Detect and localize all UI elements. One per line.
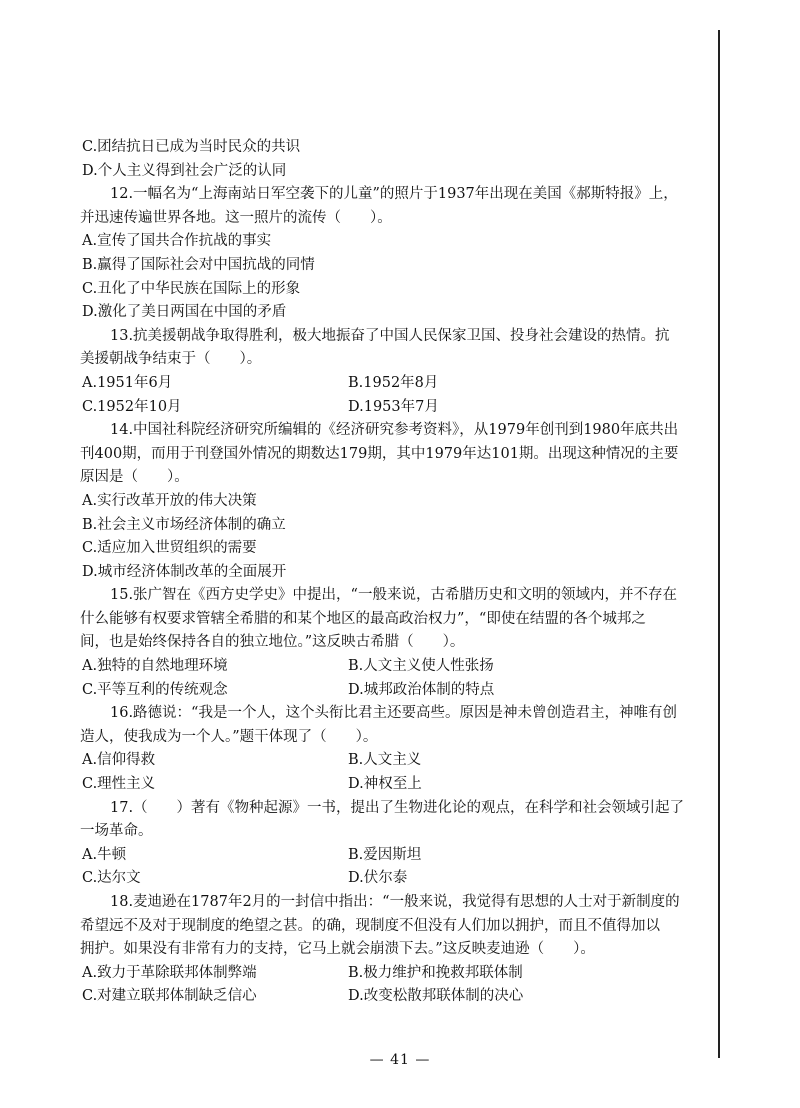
question-stem: 17.（ ）著有《物种起源》一书，提出了生物进化论的观点，在科学和社会领域引起了 bbox=[110, 799, 685, 816]
option-row bbox=[80, 655, 704, 679]
option-text: B.人文主义使人性张扬 bbox=[348, 658, 494, 675]
question-text-continuation: 什么能够有权要求管辖全希腊的和某个地区的最高政治权力”，“即使在结盟的各个城邦之 bbox=[80, 610, 646, 627]
question-stem: 12.一幅名为“上海南站日军空袭下的儿童”的照片于1937年出现在美国《郝斯特报》上， bbox=[110, 186, 678, 203]
question-stem: 18.麦迪逊在1787年2月的一封信中指出：“一般来说，我觉得有思想的人士对于新制度的 bbox=[110, 894, 680, 910]
question-stem: 16.路德说：“我是一个人，这个头衔比君主还要高些。原因是神未曾创造君主，神唯有创 bbox=[110, 705, 677, 722]
option-row bbox=[80, 396, 704, 420]
question-stem: 14.中国社科院经济研究所编辑的《经济研究参考资料》，从1979年创刊到1980年底共出 bbox=[110, 422, 679, 439]
option-row bbox=[80, 985, 704, 1009]
question-stem: 13.抗美援朝战争取得胜利，极大地振奋了中国人民保家卫国、投身社会建设的热情。抗 bbox=[110, 327, 670, 344]
option-text: D.1953年7月 bbox=[348, 398, 439, 415]
option-row bbox=[80, 749, 704, 773]
option-text: B.赢得了国际社会对中国抗战的同情 bbox=[82, 256, 315, 273]
option-text: D.城市经济体制改革的全面展开 bbox=[82, 563, 287, 580]
option-text: D.城邦政治体制的特点 bbox=[348, 681, 495, 698]
option-text: A.1951年6月 bbox=[82, 374, 173, 391]
option-row bbox=[80, 773, 704, 797]
question-text-continuation: 间，也是始终保持各自的独立地位。”这反映古希腊（ ）。 bbox=[80, 634, 465, 651]
option-text: D.激化了美日两国在中国的矛盾 bbox=[82, 304, 287, 321]
option-text: D.改变松散邦联体制的决心 bbox=[348, 988, 524, 1005]
question-stem: 15.张广智在《西方史学史》中提出，“一般来说，古希腊历史和文明的领域内，并不存在 bbox=[110, 587, 677, 604]
question-text-continuation: 希望远不及对于现制度的绝望之甚。的确，现制度不但没有人们加以拥护，而且不值得加以 bbox=[80, 917, 660, 934]
option-row bbox=[80, 372, 704, 396]
option-text: B.爱因斯坦 bbox=[348, 846, 422, 863]
question-text-continuation: 一场革命。 bbox=[80, 823, 153, 840]
option-text: C.对建立联邦体制缺乏信心 bbox=[82, 988, 257, 1005]
option-text: D.个人主义得到社会广泛的认同 bbox=[82, 162, 287, 179]
option-row bbox=[80, 867, 704, 891]
option-text: B.极力维护和挽救邦联体制 bbox=[348, 964, 523, 981]
option-text: C.平等互利的传统观念 bbox=[82, 681, 228, 698]
question-page bbox=[80, 136, 704, 1009]
option-text: C.达尔文 bbox=[82, 870, 141, 887]
question-text-continuation: 造人，使我成为一个人。”题干体现了（ ）。 bbox=[80, 728, 378, 745]
option-text: A.信仰得救 bbox=[82, 752, 156, 769]
option-row bbox=[80, 844, 704, 868]
option-text: A.独特的自然地理环境 bbox=[82, 658, 228, 675]
option-text: C.团结抗日已成为当时民众的共识 bbox=[82, 139, 301, 155]
question-text-continuation: 刊400期，而用于刊登国外情况的期数达179期，其中1979年达101期。出现这种情况的主要 bbox=[80, 445, 679, 462]
option-text: C.理性主义 bbox=[82, 776, 156, 793]
option-text: A.致力于革除联邦体制弊端 bbox=[82, 964, 257, 981]
option-text: D.神权至上 bbox=[348, 776, 422, 793]
option-text: C.丑化了中华民族在国际上的形象 bbox=[82, 280, 301, 297]
option-text: A.牛顿 bbox=[82, 846, 127, 863]
option-text: B.人文主义 bbox=[348, 752, 422, 769]
option-text: B.1952年8月 bbox=[348, 374, 439, 391]
option-text: C.1952年10月 bbox=[82, 398, 182, 415]
option-text: C.适应加入世贸组织的需要 bbox=[82, 540, 257, 557]
question-text-continuation: 美援朝战争结束于（ ）。 bbox=[80, 351, 262, 368]
option-text: A.实行改革开放的伟大决策 bbox=[82, 492, 257, 509]
option-row bbox=[80, 962, 704, 986]
option-text: B.社会主义市场经济体制的确立 bbox=[82, 516, 286, 533]
option-row bbox=[80, 679, 704, 703]
question-text-continuation: 原因是（ ）。 bbox=[80, 469, 189, 486]
option-text: D.伏尔泰 bbox=[348, 870, 408, 887]
question-text-continuation: 并迅速传遍世界各地。这一照片的流传（ ）。 bbox=[80, 209, 392, 226]
option-text: A.宣传了国共合作抗战的事实 bbox=[82, 233, 272, 250]
scan-edge-line bbox=[718, 30, 720, 1058]
question-text-continuation: 拥护。如果没有非常有力的支持，它马上就会崩溃下去。”这反映麦迪逊（ ）。 bbox=[80, 941, 595, 958]
page-number: — 41 — bbox=[369, 1052, 431, 1068]
